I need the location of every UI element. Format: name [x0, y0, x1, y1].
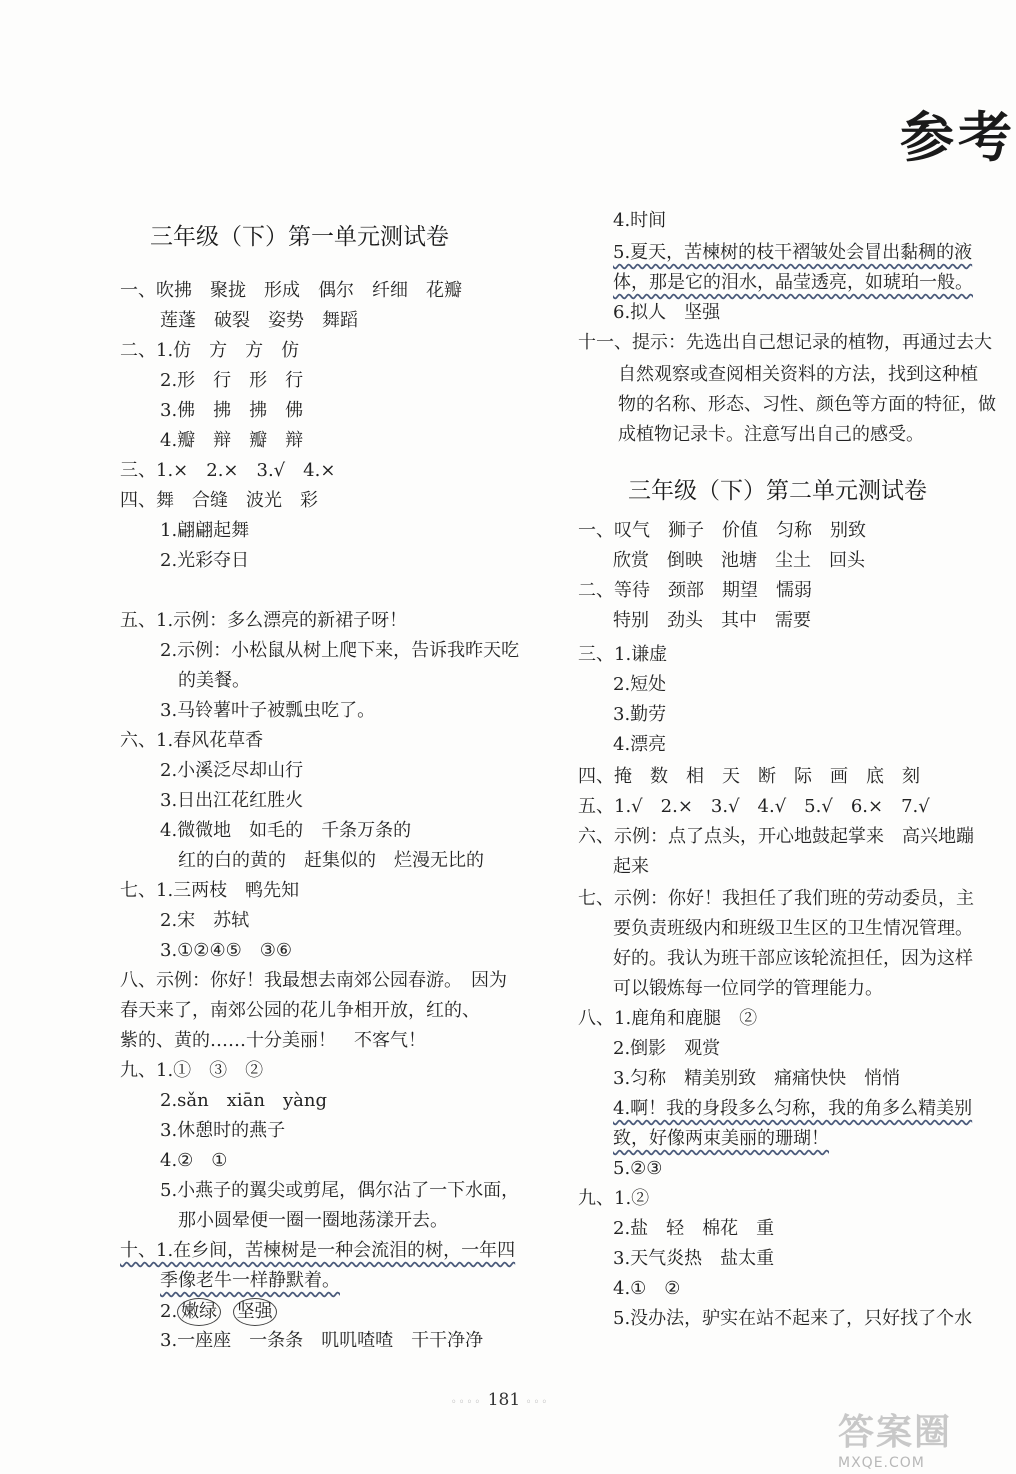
answer-line: 2.光彩夺日	[160, 550, 250, 571]
answer-line: 三、1.谦虚	[578, 644, 668, 665]
circled-answer: 坚强	[233, 1298, 277, 1326]
answer-line: 3.天气炎热 盐太重	[613, 1248, 775, 1269]
answer-line: 莲蓬 破裂 姿势 舞蹈	[160, 310, 358, 331]
answer-line-underlined: 致，好像两束美丽的珊瑚！	[613, 1128, 829, 1149]
answer-line: 4.② ①	[160, 1150, 228, 1171]
answer-line: 要负责班级内和班级卫生区的卫生情况管理。	[613, 918, 973, 939]
answer-line: 红的白的黄的 赶集似的 烂漫无比的	[178, 850, 484, 871]
answer-line: 5.没办法，驴实在站不起来了，只好找了个水	[613, 1308, 973, 1329]
answer-line: 一、叹气 狮子 价值 匀称 别致	[578, 520, 866, 541]
answer-line: 2.示例：小松鼠从树上爬下来，告诉我昨天吃	[160, 640, 520, 661]
answer-line: 3.马铃薯叶子被瓢虫吃了。	[160, 700, 376, 721]
answer-line: 六、示例：点了点头，开心地鼓起掌来 高兴地蹦	[578, 826, 974, 847]
answer-line: 5.小燕子的翼尖或剪尾，偶尔沾了一下水面，	[160, 1180, 520, 1201]
answer-line: 二、等待 颈部 期望 懦弱	[578, 580, 812, 601]
answer-line: 二、1.仿 方 方 仿	[120, 340, 300, 361]
answer-line: 2.sǎn xiān yàng	[160, 1090, 327, 1111]
answer-line	[160, 1298, 277, 1326]
answer-line: 3.休憩时的燕子	[160, 1120, 286, 1141]
answer-line: 3.匀称 精美别致 痛痛快快 悄悄	[613, 1068, 901, 1089]
answer-line: 六、1.春风花草香	[120, 730, 264, 751]
answer-line: 2.盐 轻 棉花 重	[613, 1218, 775, 1239]
answer-line: 起来	[613, 856, 649, 877]
header-title: 参考	[900, 106, 1016, 169]
answer-line: 七、示例：你好！我担任了我们班的劳动委员，主	[578, 888, 974, 909]
answer-line: 4.① ②	[613, 1278, 681, 1299]
answer-line: 五、1.√ 2.× 3.√ 4.√ 5.√ 6.× 7.√	[578, 796, 930, 817]
answer-line: 九、1.②	[578, 1188, 650, 1209]
answer-line: 七、1.三两枝 鸭先知	[120, 880, 300, 901]
answer-line: 3.①②④⑤ ③⑥	[160, 940, 292, 961]
answer-line: 4.瓣 辩 瓣 辩	[160, 430, 304, 451]
answer-line: 2.倒影 观赏	[613, 1038, 721, 1059]
answer-line: 好的。我认为班干部应该轮流担任，因为这样	[613, 948, 973, 969]
answer-line: 一、吹拂 聚拢 形成 偶尔 纤细 花瓣	[120, 280, 462, 301]
answer-line: 五、1.示例：多么漂亮的新裙子呀！	[120, 610, 408, 631]
unit1-title: 三年级（下）第一单元测试卷	[150, 224, 449, 250]
unit2-title: 三年级（下）第二单元测试卷	[628, 478, 927, 504]
answer-line: 欣赏 倒映 池塘 尘土 回头	[613, 550, 865, 571]
answer-line: 2.小溪泛尽却山行	[160, 760, 304, 781]
answer-line: 十一、提示：先选出自己想记录的植物，再通过去大	[578, 332, 992, 353]
answer-line: 四、掩 数 相 天 断 际 画 底 刻	[578, 766, 920, 787]
answer-line: 3.勤劳	[613, 704, 667, 725]
watermark-logo	[838, 1404, 988, 1471]
answer-line: 四、舞 合缝 波光 彩	[120, 490, 318, 511]
answer-line: 特别 劲头 其中 需要	[613, 610, 811, 631]
ornament-dots: ◦◦◦	[525, 1397, 550, 1408]
answer-line: 1.翩翩起舞	[160, 520, 250, 541]
ornament-dots: ◦◦◦◦	[450, 1397, 483, 1408]
answer-line: 成植物记录卡。注意写出自己的感受。	[618, 424, 924, 445]
answer-line: 九、1.① ③ ②	[120, 1060, 264, 1081]
answer-line: 的美餐。	[178, 670, 250, 691]
answer-line: 3.一座座 一条条 叽叽喳喳 干干净净	[160, 1330, 484, 1351]
answer-line: 3.日出江花红胜火	[160, 790, 304, 811]
watermark-url: MXQE.COM	[838, 1455, 925, 1471]
answer-line-underlined: 4.啊！我的身段多么匀称，我的角多么精美别	[613, 1098, 973, 1119]
answer-line: 八、1.鹿角和鹿腿 ②	[578, 1008, 758, 1029]
answer-line: 4.微微地 如毛的 千条万条的	[160, 820, 412, 841]
answer-line-underlined: 季像老牛一样静默着。	[160, 1270, 340, 1291]
answer-line: 自然观察或查阅相关资料的方法，找到这种植	[618, 364, 978, 385]
answer-line: 那小圆晕便一圈一圈地荡漾开去。	[178, 1210, 448, 1231]
item-number: 2.	[160, 1301, 178, 1322]
answer-line: 2.宋 苏轼	[160, 910, 250, 931]
answer-line-underlined: 体，那是它的泪水，晶莹透亮，如琥珀一般。	[613, 272, 973, 293]
answer-line: 3.佛 拂 拂 佛	[160, 400, 304, 421]
circled-answer: 嫩绿	[177, 1298, 221, 1326]
answer-line: 八、示例：你好！我最想去南郊公园春游。 因为	[120, 970, 507, 991]
answer-line: 春天来了，南郊公园的花儿争相开放，红的、	[120, 1000, 480, 1021]
answer-line-underlined: 5.夏天，苦楝树的枝干褶皱处会冒出黏稠的液	[613, 242, 973, 263]
answer-line: 紫的、黄的……十分美丽！ 不客气！	[120, 1030, 426, 1051]
answer-line: 6.拟人 坚强	[613, 302, 721, 323]
answer-line: 5.②③	[613, 1158, 663, 1179]
answer-line: 4.漂亮	[613, 734, 667, 755]
answer-line: 可以锻炼每一位同学的管理能力。	[613, 978, 883, 999]
answer-line: 2.形 行 形 行	[160, 370, 304, 391]
page-number: 181	[487, 1390, 521, 1410]
answer-line-underlined: 十、1.在乡间，苦楝树是一种会流泪的树，一年四	[120, 1240, 516, 1261]
answer-line: 4.时间	[613, 210, 667, 231]
watermark-chars: 答案圈	[838, 1412, 953, 1453]
answer-line: 物的名称、形态、习性、颜色等方面的特征，做	[618, 394, 996, 415]
answer-line: 三、1.× 2.× 3.√ 4.×	[120, 460, 336, 481]
answer-line: 2.短处	[613, 674, 667, 695]
